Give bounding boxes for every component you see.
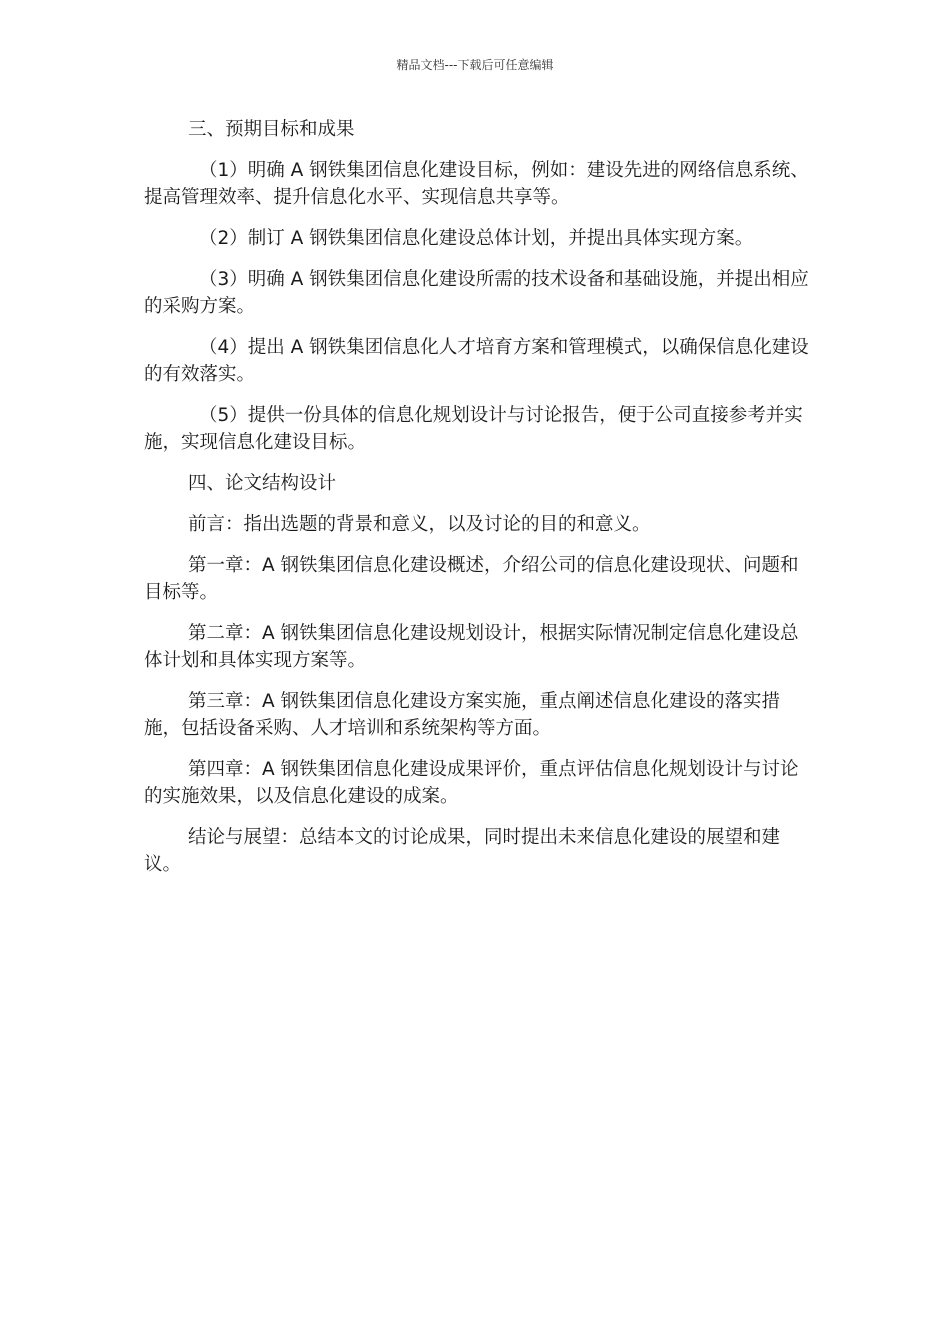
structure-conclusion: 结论与展望：总结本文的讨论成果，同时提出未来信息化建设的展望和建议。 bbox=[144, 827, 781, 875]
structure-preface: 前言：指出选题的背景和意义，以及讨论的目的和意义。 bbox=[188, 514, 651, 535]
page-header: 精品文档---下载后可任意编辑 bbox=[396, 58, 554, 72]
goal-item-3: （3）明确 A 钢铁集团信息化建设所需的技术设备和基础设施，并提出相应的采购方案。 bbox=[144, 269, 809, 317]
section-heading-structure: 四、论文结构设计 bbox=[188, 473, 337, 494]
goal-item-1: （1）明确 A 钢铁集团信息化建设目标，例如：建设先进的网络信息系统、提高管理效率、提升信息化水平、实现信息共享等。 bbox=[144, 160, 809, 208]
structure-chapter-3: 第三章：A 钢铁集团信息化建设方案实施，重点阐述信息化建设的落实措施，包括设备采购、人才培训和系统架构等方面。 bbox=[144, 691, 781, 739]
structure-chapter-1: 第一章：A 钢铁集团信息化建设概述，介绍公司的信息化建设现状、问题和目标等。 bbox=[144, 555, 799, 603]
document-body bbox=[144, 116, 809, 892]
section-heading-goals: 三、预期目标和成果 bbox=[188, 119, 355, 140]
structure-chapter-2: 第二章：A 钢铁集团信息化建设规划设计，根据实际情况制定信息化建设总体计划和具体实现方案等。 bbox=[144, 623, 799, 671]
goal-item-4: （4）提出 A 钢铁集团信息化人才培育方案和管理模式，以确保信息化建设的有效落实。 bbox=[144, 337, 809, 385]
goal-item-5: （5）提供一份具体的信息化规划设计与讨论报告，便于公司直接参考并实施，实现信息化建设目标。 bbox=[144, 405, 803, 453]
goal-item-2: （2）制订 A 钢铁集团信息化建设总体计划，并提出具体实现方案。 bbox=[199, 228, 754, 249]
structure-chapter-4: 第四章：A 钢铁集团信息化建设成果评价，重点评估信息化规划设计与讨论的实施效果，以及信息化建设的成案。 bbox=[144, 759, 799, 807]
